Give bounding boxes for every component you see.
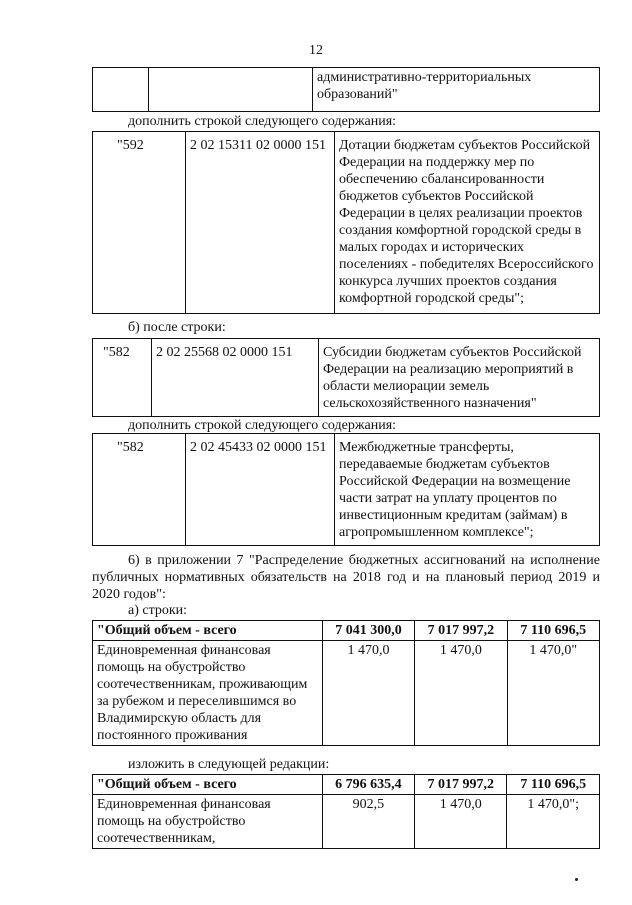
cell-num: "592 — [93, 132, 186, 314]
total-label: "Общий объем - всего — [93, 775, 323, 795]
total-2018: 6 796 635,4 — [322, 775, 414, 795]
table-row-592 — [92, 131, 600, 314]
item-2019: 1 470,0 — [415, 641, 507, 746]
cell-code: 2 02 45433 02 0000 151 — [186, 434, 335, 546]
cell-num: "582 — [93, 434, 186, 546]
lead-after-row: б) после строки: — [128, 320, 226, 335]
item-label: Единовременная финансовая помощь на обустройство соотечественникам, — [93, 795, 323, 849]
item-2020: 1 470,0"; — [507, 795, 600, 849]
cell-num: "582 — [93, 339, 152, 417]
lead-add-row-1: дополнить строкой следующего содержания: — [128, 114, 397, 129]
lead-lines: а) строки: — [128, 603, 188, 618]
total-2020: 7 110 696,5 — [507, 621, 599, 641]
item-2020: 1 470,0" — [507, 641, 599, 746]
table-continuation — [92, 67, 600, 112]
total-2018: 7 041 300,0 — [322, 621, 414, 641]
cell-text: Субсидии бюджетам субъектов Российской Федерации на реализацию мероприятий в области мелиорации земель сельскохозяйственного назначения" — [319, 339, 600, 417]
cell-text: административно-территориальных образований" — [313, 68, 600, 112]
cell-code: 2 02 25568 02 0000 151 — [152, 339, 319, 417]
item-2018: 902,5 — [322, 795, 414, 849]
table-row-582-land — [92, 338, 600, 417]
total-label: "Общий объем - всего — [93, 621, 323, 641]
table-new-lines — [92, 774, 600, 849]
item-2019: 1 470,0 — [415, 795, 507, 849]
item-2018: 1 470,0 — [322, 641, 414, 746]
cell-text: Дотации бюджетам субъектов Российской Федерации на поддержку мер по обеспечению сбалансированности бюджетов субъектов Российской Федерации в целях реализации проектов создания комфортной городской среды в малых городах и исторических поселениях - победителях Всероссийского конкурса лучших проектов создания комфортной городской среды"; — [335, 132, 600, 314]
paragraph-6: 6) в приложении 7 "Распределение бюджетных ассигнований на исполнение публичных нормативных обязательств на 2018 год и на плановый период 2019 и 2020 годов": — [92, 553, 600, 602]
total-2019: 7 017 997,2 — [415, 621, 507, 641]
scan-speck — [575, 878, 578, 881]
table-old-lines — [92, 620, 600, 746]
total-2019: 7 017 997,2 — [415, 775, 507, 795]
total-2020: 7 110 696,5 — [507, 775, 600, 795]
page-number: 12 — [309, 43, 323, 58]
cell-text: Межбюджетные трансферты, передаваемые бюджетам субъектов Российской Федерации на возмещение части затрат на уплату процентов по инвестиционным кредитам (займам) в агропромышленном комплексе"; — [335, 434, 600, 546]
table-row-582-transfers — [92, 433, 600, 546]
cell-code: 2 02 15311 02 0000 151 — [186, 132, 335, 314]
item-label: Единовременная финансовая помощь на обустройство соотечественникам, проживающим за рубежом и переселившимся во Владимирскую область для постоянного проживания — [93, 641, 323, 746]
lead-add-row-2: дополнить строкой следующего содержания: — [128, 418, 397, 433]
lead-new-version: изложить в следующей редакции: — [128, 757, 330, 772]
